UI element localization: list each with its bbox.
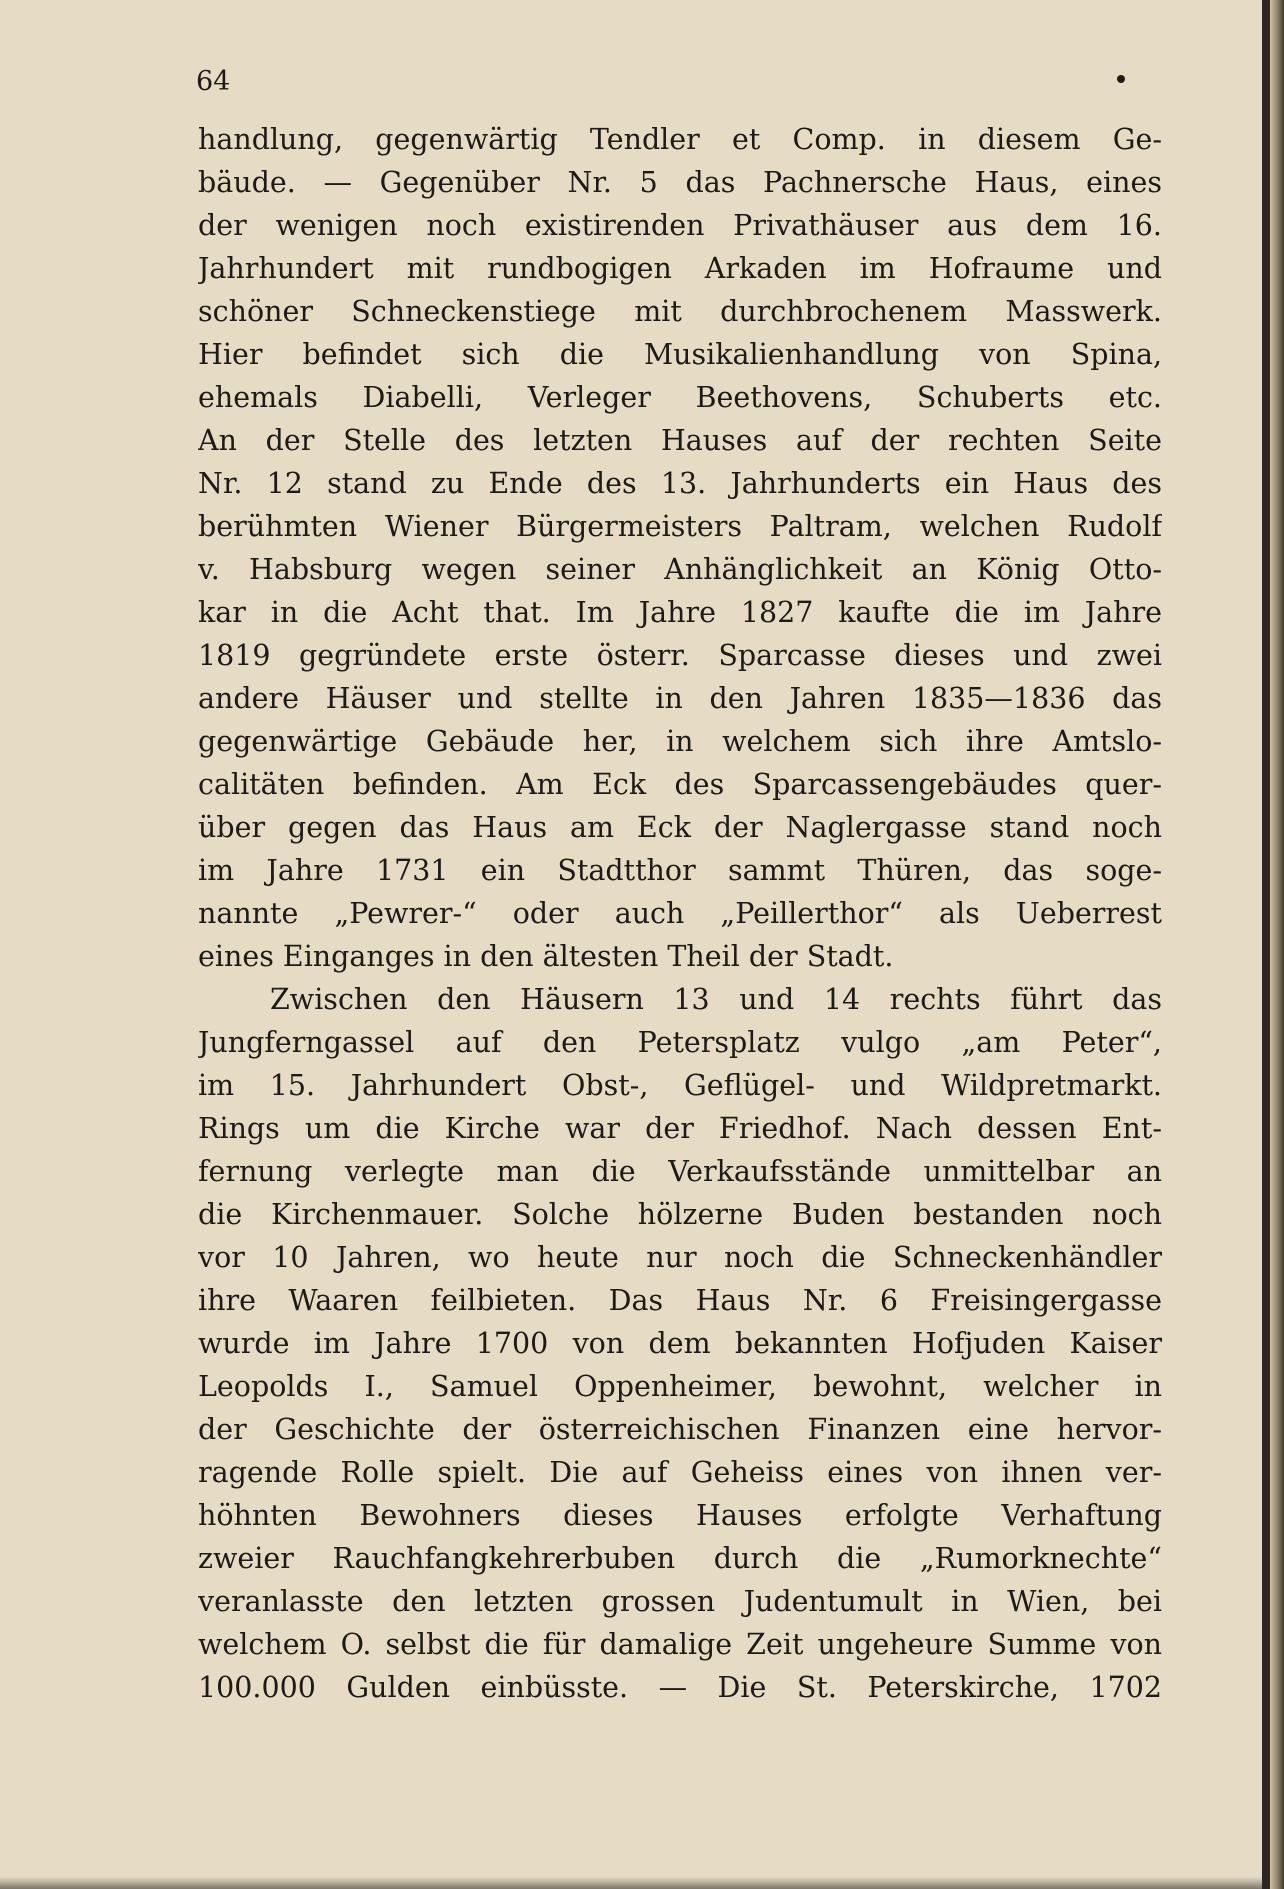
text-line: wurde im Jahre 1700 von dem bekannten Hofjuden Kaiser	[198, 1327, 1162, 1360]
text-line: Jahrhundert mit rundbogigen Arkaden im Hofraume und	[198, 252, 1162, 285]
text-line: Hier befindet sich die Musikalienhandlung von Spina,	[198, 338, 1162, 371]
body-text	[198, 118, 1162, 1709]
text-line: handlung, gegenwärtig Tendler et Comp. in diesem Ge-	[198, 123, 1162, 156]
text-line: kar in die Acht that. Im Jahre 1827 kaufte die im Jahre	[198, 596, 1162, 629]
text-line: ihre Waaren feilbieten. Das Haus Nr. 6 Freisingergasse	[198, 1284, 1162, 1317]
text-line: berühmten Wiener Bürgermeisters Paltram, welchen Rudolf	[198, 510, 1162, 543]
text-line: calitäten befinden. Am Eck des Sparcassengebäudes quer-	[198, 768, 1162, 801]
text-line: eines Einganges in den ältesten Theil der Stadt.	[198, 940, 894, 973]
text-line: nannte „Pewrer-“ oder auch „Peillerthor“ als Ueberrest	[198, 897, 1162, 930]
page-mark	[1117, 75, 1125, 83]
text-line: im 15. Jahrhundert Obst-, Geflügel- und Wildpretmarkt.	[198, 1069, 1162, 1102]
book-edge	[1270, 0, 1284, 1889]
text-line: zweier Rauchfangkehrerbuben durch die „Rumorknechte“	[198, 1542, 1162, 1575]
page-bottom-shadow	[0, 1877, 1262, 1889]
text-line: veranlasste den letzten grossen Judentumult in Wien, bei	[198, 1585, 1162, 1618]
text-line: Rings um die Kirche war der Friedhof. Nach dessen Ent-	[198, 1112, 1162, 1145]
text-line: der wenigen noch existirenden Privathäuser aus dem 16.	[198, 209, 1162, 242]
text-line: Zwischen den Häusern 13 und 14 rechts führt das	[270, 983, 1162, 1016]
text-line: der Geschichte der österreichischen Finanzen eine hervor-	[198, 1413, 1162, 1446]
page-number: 64	[196, 66, 231, 97]
text-line: höhnten Bewohners dieses Hauses erfolgte Verhaftung	[198, 1499, 1162, 1532]
text-line: Jungferngassel auf den Petersplatz vulgo „am Peter“,	[198, 1026, 1162, 1059]
text-line: 100.000 Gulden einbüsste. — Die St. Peterskirche, 1702	[198, 1671, 1162, 1704]
text-line: im Jahre 1731 ein Stadtthor sammt Thüren, das soge-	[198, 854, 1162, 887]
text-line: fernung verlegte man die Verkaufsstände unmittelbar an	[198, 1155, 1162, 1188]
text-line: andere Häuser und stellte in den Jahren 1835—1836 das	[198, 682, 1162, 715]
text-line: vor 10 Jahren, wo heute nur noch die Schneckenhändler	[198, 1241, 1162, 1274]
text-line: welchem O. selbst die für damalige Zeit ungeheure Summe von	[198, 1628, 1162, 1661]
text-line: schöner Schneckenstiege mit durchbrochenem Masswerk.	[198, 295, 1162, 328]
text-line: 1819 gegründete erste österr. Sparcasse dieses und zwei	[198, 639, 1162, 672]
text-line: bäude. — Gegenüber Nr. 5 das Pachnersche Haus, eines	[198, 166, 1162, 199]
text-line: Nr. 12 stand zu Ende des 13. Jahrhunderts ein Haus des	[198, 467, 1162, 500]
text-line: v. Habsburg wegen seiner Anhänglichkeit an König Otto-	[198, 553, 1162, 586]
text-line: ragende Rolle spielt. Die auf Geheiss eines von ihnen ver-	[198, 1456, 1162, 1489]
text-line: ehemals Diabelli, Verleger Beethovens, Schuberts etc.	[198, 381, 1162, 414]
text-line: die Kirchenmauer. Solche hölzerne Buden bestanden noch	[198, 1198, 1162, 1231]
text-line: Leopolds I., Samuel Oppenheimer, bewohnt, welcher in	[198, 1370, 1162, 1403]
text-line: über gegen das Haus am Eck der Naglergasse stand noch	[198, 811, 1162, 844]
text-line: gegenwärtige Gebäude her, in welchem sich ihre Amtslo-	[198, 725, 1162, 758]
text-line: An der Stelle des letzten Hauses auf der rechten Seite	[198, 424, 1162, 457]
